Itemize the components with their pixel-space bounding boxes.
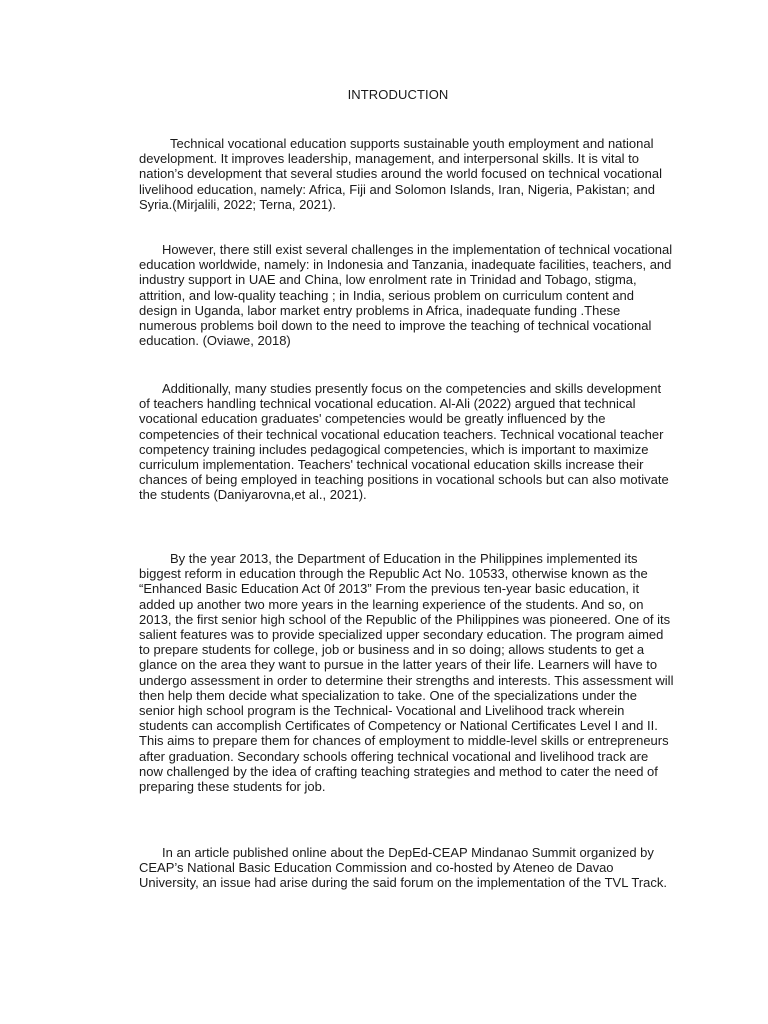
paragraph-1-text: Technical vocational education supports sustainable youth employment and national development. It improves leadership, management, and interpersonal skills. It is vital to nation’s development that several studies around the world focused on technical vocational livelihood education, namely: Africa, Fiji and Solomon Islands, Iran, Nigeria, Pakistan; and Syria.(Mirjalili, 2022; Terna, 2021). <box>139 136 662 212</box>
paragraph-3-text: Additionally, many studies presently focus on the competencies and skills development of teachers handling technical vocational education. Al-Ali (2022) argued that technical vocational education graduates' competencies would be greatly influenced by the competencies of their technical vocational education teachers. Technical vocational teacher competency training includes pedagogical competencies, which is important to maximize curriculum implementation. Teachers' technical vocational education skills increase their chances of being employed in teaching positions in vocational schools but can also motivate the students (Daniyarovna,et al., 2021). <box>139 381 669 503</box>
paragraph-5 <box>139 845 675 891</box>
paragraph-2 <box>139 242 675 348</box>
paragraph-4 <box>139 551 675 794</box>
paragraph-4-text: By the year 2013, the Department of Education in the Philippines implemented its biggest reform in education through the Republic Act No. 10533, otherwise known as the “Enhanced Basic Education Act 0f 2013” From the previous ten-year basic education, it added up another two more years in the learning experience of the students. And so, on 2013, the first senior high school of the Republic of the Philippines was pioneered. One of its salient features was to provide specialized upper secondary education. The program aimed to prepare students for college, job or business and in so doing; allows students to get a glance on the area they want to pursue in the latter years of their life. Learners will have to undergo assessment in order to determine their strengths and interests. This assessment will then help them decide what specialization to take. One of the specializations under the senior high school program is the Technical- Vocational and Livelihood track wherein students can accomplish Certificates of Competency or National Certificates Level I and II. This aims to prepare them for chances of employment to middle-level skills or entrepreneurs after graduation. Secondary schools offering technical vocational and livelihood track are now challenged by the idea of crafting teaching strategies and method to cater the need of preparing these students for job. <box>139 551 674 795</box>
paragraph-2-text: However, there still exist several challenges in the implementation of technical vocational education worldwide, namely: in Indonesia and Tanzania, inadequate facilities, teachers, and industry support in UAE and China, low enrolment rate in Trinidad and Tobago, stigma, attrition, and low-quality teaching ; in India, serious problem on curriculum content and design in Uganda, labor market entry problems in Africa, inadequate funding .These numerous problems boil down to the need to improve the teaching of technical vocational education. (Oviawe, 2018) <box>139 242 673 349</box>
paragraph-5-text: In an article published online about the DepEd-CEAP Mindanao Summit organized by CEAP’s National Basic Education Commission and co-hosted by Ateneo de Davao University, an issue had arise during the said forum on the implementation of the TVL Track. <box>139 845 667 891</box>
document-title: INTRODUCTION <box>347 87 449 102</box>
paragraph-1 <box>139 136 675 212</box>
paragraph-3 <box>139 381 675 503</box>
